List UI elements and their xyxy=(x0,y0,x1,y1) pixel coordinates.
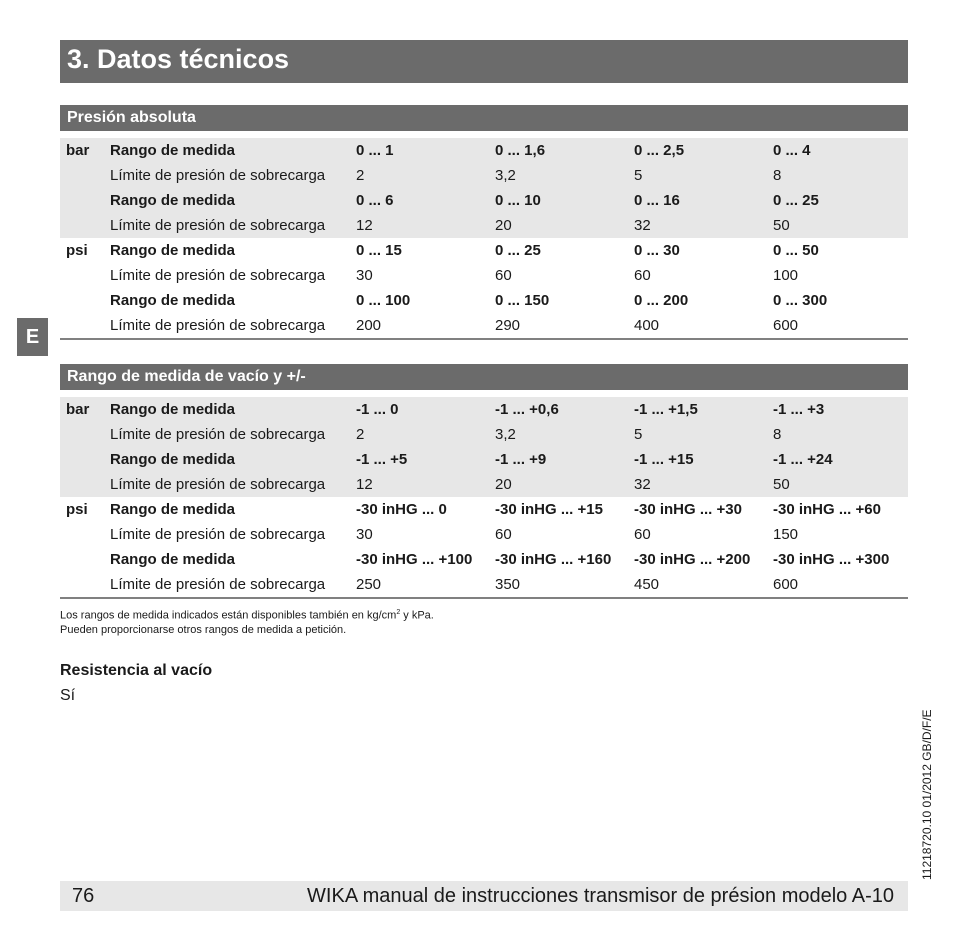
row-label: Rango de medida xyxy=(110,138,356,163)
row-label: Límite de presión de sobrecarga xyxy=(110,213,356,238)
value-cell: -1 ... +1,5 xyxy=(634,397,773,422)
row-label: Rango de medida xyxy=(110,242,236,259)
value-cell: 100 xyxy=(773,267,799,284)
table-notes xyxy=(60,606,434,637)
value-cell: 2 xyxy=(356,163,495,188)
value-cell: 3,2 xyxy=(495,163,634,188)
value-cell: 0 ... 25 xyxy=(773,188,908,213)
unit-cell xyxy=(60,313,110,339)
value-cell: -1 ... +0,6 xyxy=(495,397,634,422)
row-label: Rango de medida xyxy=(110,447,356,472)
unit-cell xyxy=(60,163,110,188)
language-tab: E xyxy=(17,318,48,356)
table-row xyxy=(60,472,908,497)
value-cell: -30 inHG ... +300 xyxy=(773,551,890,568)
table-row xyxy=(60,447,908,472)
value-cell: -1 ... +5 xyxy=(356,447,495,472)
value-cell: 8 xyxy=(773,422,908,447)
value-cell: 0 ... 200 xyxy=(634,292,689,309)
table-row xyxy=(60,547,908,572)
value-cell: 30 xyxy=(356,267,373,284)
row-label: Límite de presión de sobrecarga xyxy=(110,313,356,339)
page-title-bar xyxy=(60,40,908,83)
row-label: Límite de presión de sobrecarga xyxy=(110,472,356,497)
value-cell: 50 xyxy=(773,472,908,497)
table-row xyxy=(60,288,908,313)
value-cell: 0 ... 100 xyxy=(356,292,411,309)
footer-title: WIKA manual de instrucciones transmisor de présion modelo A-10 xyxy=(307,885,894,907)
table-row xyxy=(60,263,908,288)
unit-cell xyxy=(60,447,110,472)
table-row xyxy=(60,572,908,598)
value-cell: -1 ... +9 xyxy=(495,447,634,472)
unit-cell xyxy=(60,288,110,313)
value-cell: 60 xyxy=(634,526,651,543)
unit-cell xyxy=(60,263,110,288)
row-label: Límite de presión de sobrecarga xyxy=(110,572,356,598)
unit-cell xyxy=(60,472,110,497)
value-cell: -30 inHG ... +30 xyxy=(634,501,742,518)
value-cell: 12 xyxy=(356,472,495,497)
value-cell: 0 ... 6 xyxy=(356,188,495,213)
value-cell: -1 ... 0 xyxy=(356,397,495,422)
pressure-table xyxy=(60,138,908,340)
value-cell: 0 ... 150 xyxy=(495,292,550,309)
table-row xyxy=(60,238,908,263)
value-cell: -30 inHG ... +200 xyxy=(634,551,751,568)
unit-cell xyxy=(60,522,110,547)
value-cell: -1 ... +15 xyxy=(634,447,773,472)
row-label: Rango de medida xyxy=(110,397,356,422)
value-cell: 600 xyxy=(773,572,908,598)
row-label: Límite de presión de sobrecarga xyxy=(110,422,356,447)
pressure-table xyxy=(60,397,908,599)
note-line xyxy=(60,606,434,623)
value-cell: -30 inHG ... +60 xyxy=(773,501,881,518)
row-label: Rango de medida xyxy=(110,188,356,213)
value-cell: 60 xyxy=(495,526,512,543)
row-label: Límite de presión de sobrecarga xyxy=(110,526,326,543)
value-cell: 8 xyxy=(773,163,908,188)
value-cell: 0 ... 1 xyxy=(356,138,495,163)
value-cell: 0 ... 50 xyxy=(773,242,819,259)
value-cell: 0 ... 1,6 xyxy=(495,138,634,163)
value-cell: 0 ... 15 xyxy=(356,242,402,259)
note-superscript: 2 xyxy=(396,609,401,616)
value-cell: 350 xyxy=(495,572,634,598)
row-label: Límite de presión de sobrecarga xyxy=(110,163,356,188)
table-row xyxy=(60,497,908,522)
section-absolute-pressure xyxy=(60,105,908,340)
vacuum-resistance-value: Sí xyxy=(60,687,76,704)
value-cell: 32 xyxy=(634,472,773,497)
value-cell: 150 xyxy=(773,526,799,543)
value-cell: 12 xyxy=(356,213,495,238)
value-cell: 5 xyxy=(634,163,773,188)
value-cell: -1 ... +24 xyxy=(773,447,908,472)
table-row xyxy=(60,422,908,447)
value-cell: -30 inHG ... +160 xyxy=(495,551,612,568)
unit-cell: psi xyxy=(66,501,88,518)
unit-cell: psi xyxy=(66,242,88,259)
table-row xyxy=(60,213,908,238)
value-cell: 200 xyxy=(356,313,495,339)
value-cell: 60 xyxy=(495,267,512,284)
table-row xyxy=(60,163,908,188)
value-cell: 0 ... 16 xyxy=(634,188,773,213)
value-cell: 0 ... 30 xyxy=(634,242,680,259)
value-cell: 2 xyxy=(356,422,495,447)
table-row xyxy=(60,397,908,422)
value-cell: -30 inHG ... +100 xyxy=(356,551,473,568)
value-cell: 0 ... 10 xyxy=(495,188,634,213)
table-row xyxy=(60,188,908,213)
row-label: Rango de medida xyxy=(110,501,236,518)
value-cell: 20 xyxy=(495,213,634,238)
value-cell: 600 xyxy=(773,313,908,339)
unit-cell xyxy=(60,213,110,238)
unit-cell: bar xyxy=(60,138,110,163)
value-cell: 60 xyxy=(634,267,651,284)
value-cell: -30 inHG ... 0 xyxy=(356,501,447,518)
unit-cell: bar xyxy=(60,397,110,422)
value-cell: 30 xyxy=(356,526,373,543)
table-row xyxy=(60,313,908,339)
section-heading: Rango de medida de vacío y +/- xyxy=(60,364,908,390)
value-cell: 0 ... 4 xyxy=(773,138,908,163)
value-cell: -1 ... +3 xyxy=(773,397,908,422)
value-cell: 50 xyxy=(773,213,908,238)
note-text: y kPa. xyxy=(400,609,434,622)
unit-cell xyxy=(60,188,110,213)
value-cell: 0 ... 300 xyxy=(773,292,828,309)
value-cell: 290 xyxy=(495,313,634,339)
table-row xyxy=(60,138,908,163)
value-cell: 0 ... 2,5 xyxy=(634,138,773,163)
value-cell: 3,2 xyxy=(495,422,634,447)
page-footer xyxy=(60,881,908,911)
note-text: Los rangos de medida indicados están disponibles también en kg/cm xyxy=(60,609,397,622)
section-heading: Presión absoluta xyxy=(60,105,908,131)
table-row xyxy=(60,522,908,547)
unit-cell xyxy=(60,547,110,572)
row-label: Límite de presión de sobrecarga xyxy=(110,267,326,284)
value-cell: 0 ... 25 xyxy=(495,242,541,259)
document-code: 11218720.10 01/2012 GB/D/F/E xyxy=(920,709,934,880)
value-cell: 450 xyxy=(634,572,773,598)
value-cell: 20 xyxy=(495,472,634,497)
row-label: Rango de medida xyxy=(110,292,236,309)
unit-cell xyxy=(60,422,110,447)
page-title: 3. Datos técnicos xyxy=(67,44,290,74)
value-cell: 5 xyxy=(634,422,773,447)
value-cell: 32 xyxy=(634,213,773,238)
value-cell: 400 xyxy=(634,313,773,339)
value-cell: 250 xyxy=(356,572,495,598)
section-vacuum-range xyxy=(60,364,908,599)
note-line: Pueden proporcionarse otros rangos de medida a petición. xyxy=(60,623,347,636)
page-number: 76 xyxy=(72,885,95,907)
row-label: Rango de medida xyxy=(110,551,236,568)
unit-cell xyxy=(60,572,110,598)
value-cell: -30 inHG ... +15 xyxy=(495,501,603,518)
vacuum-resistance-title: Resistencia al vacío xyxy=(60,662,213,679)
